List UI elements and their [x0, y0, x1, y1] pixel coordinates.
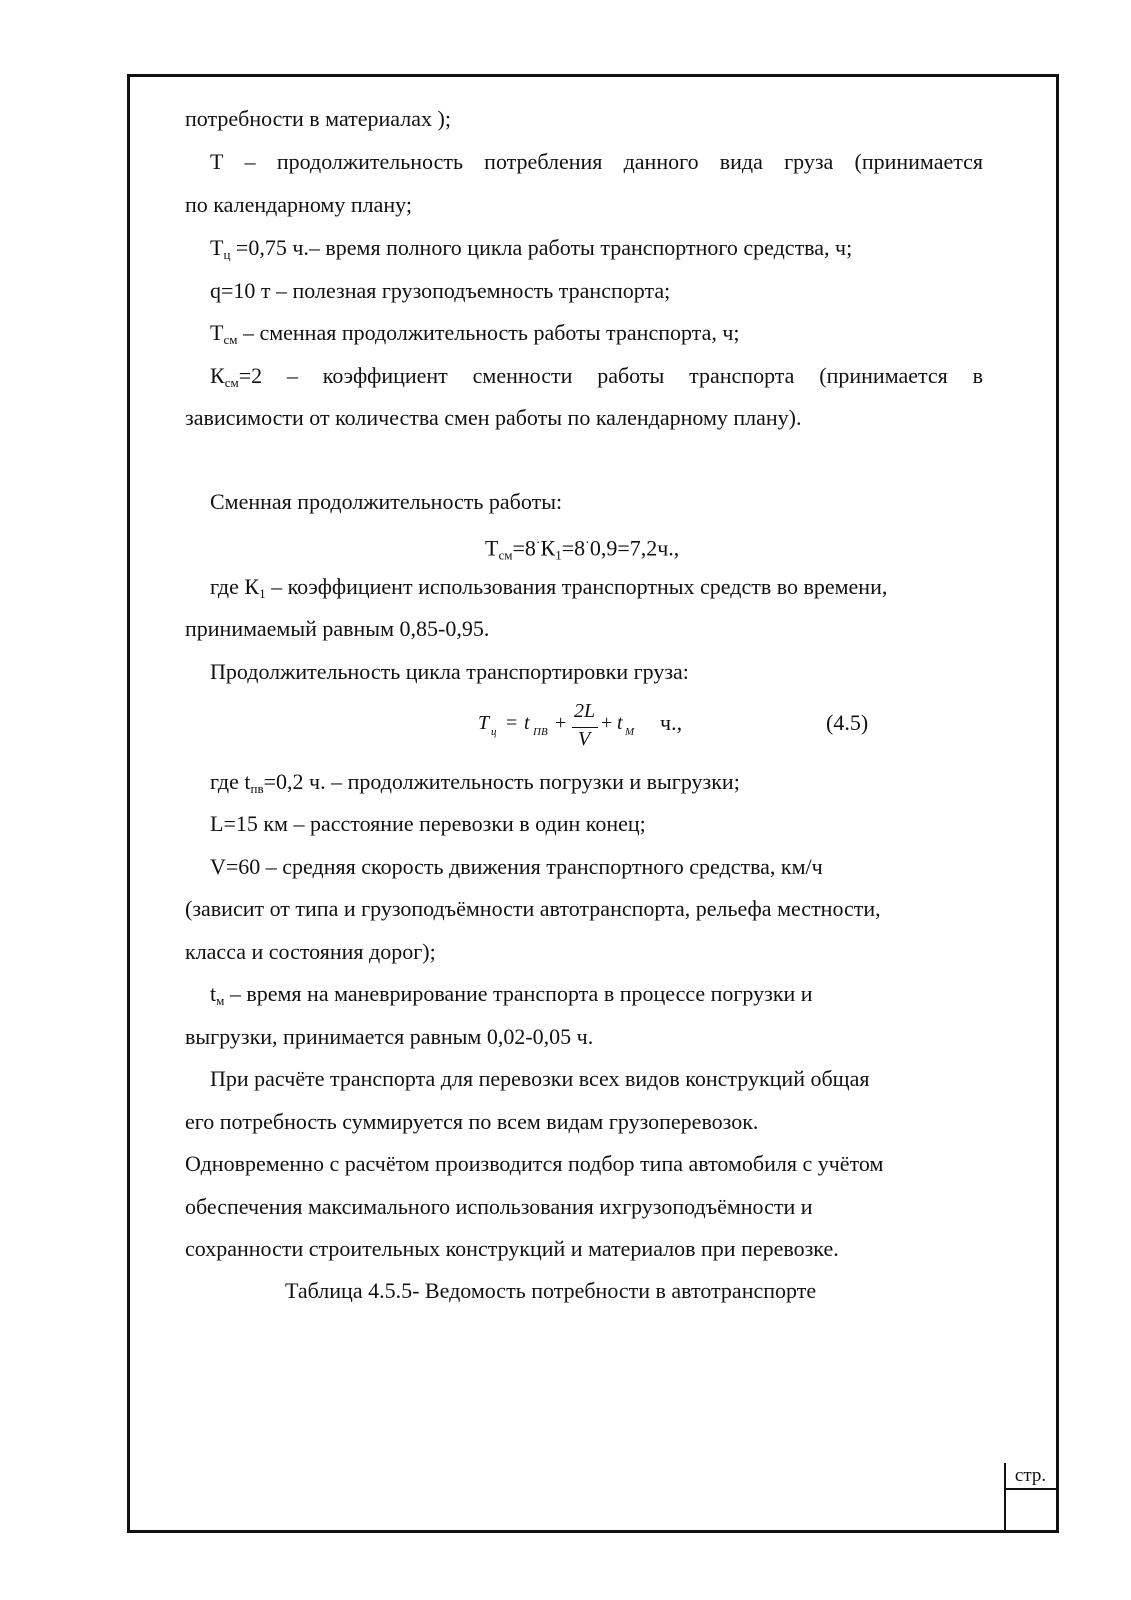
text-line: выгрузки, принимается равным 0,02-0,05 ч.: [185, 1024, 594, 1049]
text-line: сохранности строительных конструкций и материалов при перевозке.: [185, 1236, 839, 1261]
text-line: Продолжительность цикла транспортировки груза:: [210, 659, 689, 684]
formula-tsm: $Т_{см}=8^\cdot К_1=8^\cdot 0,9=7,2ч$.,: [485, 535, 680, 563]
text-line: q=10 т – полезная грузоподъемность транспорта;: [210, 278, 671, 303]
text-line: (зависит от типа и грузоподъёмности автотранспорта, рельефа местности,: [185, 896, 881, 921]
text-line: V=60 – средняя скорость движения транспортного средства, км/ч: [210, 854, 823, 879]
text-line: его потребность суммируется по всем видам грузоперевозок.: [185, 1109, 759, 1134]
text-line: $Т_ц =0,75$ ч.– время полного цикла работы транспортного средства, ч;: [210, 235, 853, 262]
text-line: где $t_{пв}=0,2$ ч. – продолжительность погрузки и выгрузки;: [210, 769, 740, 796]
text-line: зависимости от количества смен работы по календарному плану).: [185, 405, 802, 430]
text-line: Одновременно с расчётом производится подбор типа автомобиля с учётом: [185, 1151, 884, 1176]
text-line: При расчёте транспорта для перевозки всех видов конструкций общая: [210, 1066, 870, 1091]
text-line: потребности в материалах );: [185, 106, 451, 131]
page-number-stamp: [1004, 1463, 1059, 1533]
text-line: обеспечения максимального использования ихгрузоподъёмности и: [185, 1194, 813, 1219]
stamp-label: стр.: [1014, 1465, 1047, 1486]
formula-tc: T ц = t ПВ + 2L V + t М ч., (4.5): [478, 700, 869, 750]
text-line: $К_{см}=2$ – коэффициент сменности работы транспорта (принимается в: [210, 363, 983, 390]
equation-number: (4.5): [826, 710, 869, 735]
table-caption: Таблица 4.5.5- Ведомость потребности в автотранспорте: [285, 1278, 817, 1303]
text-line: класса и состояния дорог);: [185, 939, 436, 964]
text-line: $t_м$ – время на маневрирование транспорта в процессе погрузки и: [210, 981, 813, 1008]
text-line: L=15 км – расстояние перевозки в один конец;: [210, 811, 646, 836]
text-line: принимаемый равным 0,85-0,95.: [185, 616, 490, 641]
text-line: по календарному плану;: [185, 192, 412, 217]
stamp-divider: [1004, 1488, 1059, 1490]
text-line: Сменная продолжительность работы:: [210, 489, 563, 514]
text-line: $Т_{см}$ – сменная продолжительность работы транспорта, ч;: [210, 320, 740, 347]
text-line: где $К_1$ – коэффициент использования транспортных средств во времени,: [210, 574, 888, 601]
text-line: Т – продолжительность потребления данного вида груза (принимается: [210, 149, 983, 174]
